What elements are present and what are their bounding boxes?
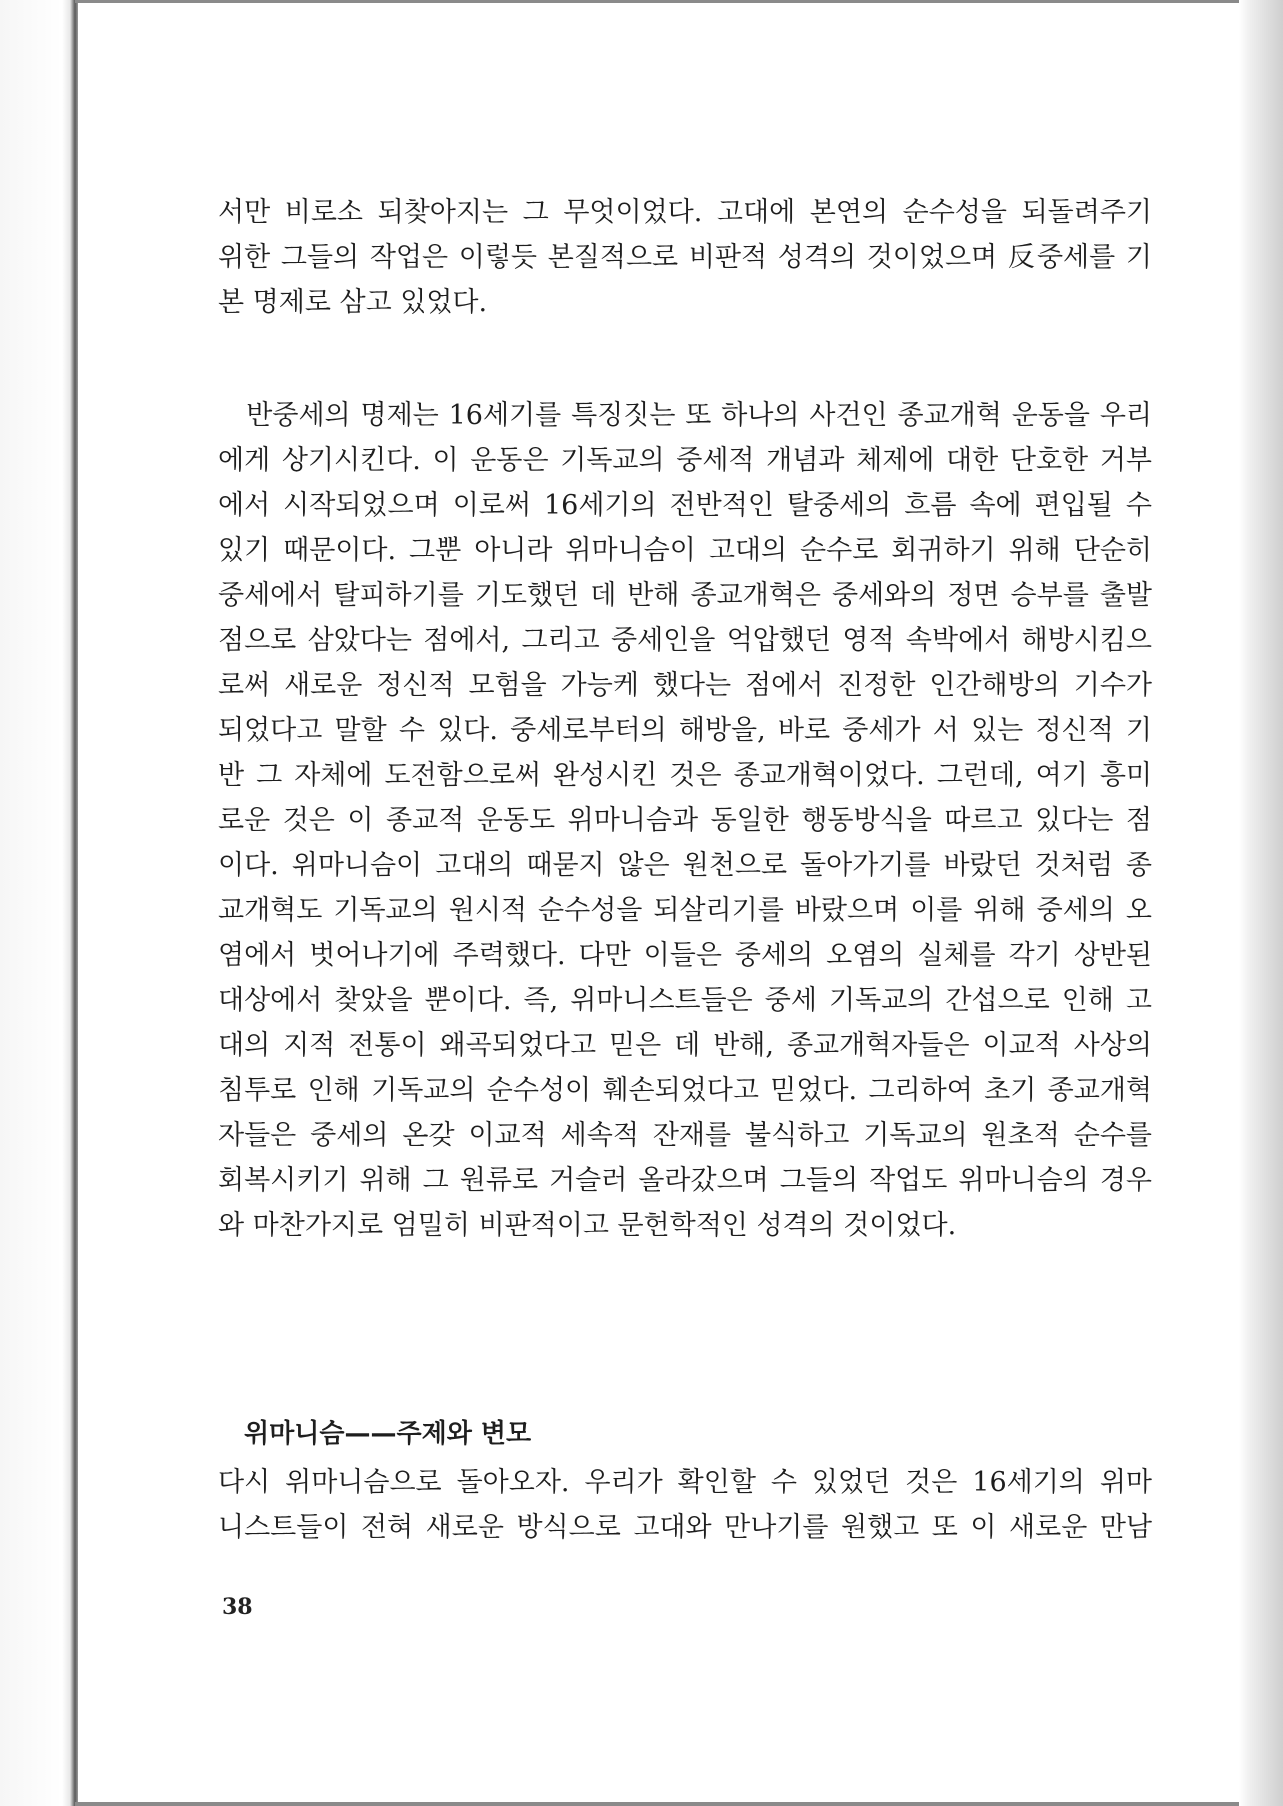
text-line: 니스트들이 전혀 새로운 방식으로 고대와 만나기를 원했고 또 이 새로운 만남 — [218, 1512, 1152, 1543]
page-bottom-edge — [75, 1802, 1283, 1806]
paragraph-2 — [218, 393, 1152, 1248]
text-line: 되었다고 말할 수 있다. 중세로부터의 해방을, 바로 중세가 서 있는 정신적 기 — [218, 715, 1152, 746]
section-heading: 위마니슴——주제와 변모 — [244, 1419, 532, 1449]
text-line: 반 그 자체에 도전함으로써 완성시킨 것은 종교개혁이었다. 그런데, 여기 흥미 — [218, 760, 1152, 791]
paragraph-3 — [218, 1460, 1152, 1550]
text-line: 중세에서 탈피하기를 기도했던 데 반해 종교개혁은 중세와의 정면 승부를 출발 — [218, 580, 1152, 611]
text-line: 염에서 벗어나기에 주력했다. 다만 이들은 중세의 오염의 실체를 각기 상반된 — [218, 940, 1152, 971]
text-line: 에서 시작되었으며 이로써 16세기의 전반적인 탈중세의 흐름 속에 편입될 수 — [218, 490, 1152, 521]
text-line: 위한 그들의 작업은 이렇듯 본질적으로 비판적 성격의 것이었으며 反중세를 기 — [218, 242, 1152, 273]
text-line: 다시 위마니슴으로 돌아오자. 우리가 확인할 수 있었던 것은 16세기의 위마 — [218, 1467, 1152, 1498]
text-line: 대의 지적 전통이 왜곡되었다고 믿은 데 반해, 종교개혁자들은 이교적 사상의 — [218, 1030, 1152, 1061]
text-line: 대상에서 찾았을 뿐이다. 즉, 위마니스트들은 중세 기독교의 간섭으로 인해 고 — [218, 985, 1152, 1016]
text-line: 로써 새로운 정신적 모험을 가능케 했다는 점에서 진정한 인간해방의 기수가 — [218, 670, 1152, 701]
text-line: 점으로 삼았다는 점에서, 그리고 중세인을 억압했던 영적 속박에서 해방시킴으 — [218, 625, 1152, 656]
text-line: 와 마찬가지로 엄밀히 비판적이고 문헌학적인 성격의 것이었다. — [218, 1210, 957, 1241]
text-line: 교개혁도 기독교의 원시적 순수성을 되살리기를 바랐으며 이를 위해 중세의 오 — [218, 895, 1152, 926]
text-line: 이다. 위마니슴이 고대의 때묻지 않은 원천으로 돌아가기를 바랐던 것처럼 종 — [218, 850, 1152, 881]
text-line: 에게 상기시킨다. 이 운동은 기독교의 중세적 개념과 체제에 대한 단호한 거부 — [218, 445, 1152, 476]
text-line: 자들은 중세의 온갖 이교적 세속적 잔재를 불식하고 기독교의 원초적 순수를 — [218, 1120, 1152, 1151]
text-line: 서만 비로소 되찾아지는 그 무엇이었다. 고대에 본연의 순수성을 되돌려주기 — [218, 197, 1152, 228]
text-line: 반중세의 명제는 16세기를 특징짓는 또 하나의 사건인 종교개혁 운동을 우리 — [218, 400, 1152, 431]
page-binding-edge — [0, 0, 78, 1806]
page-right-shadow — [1239, 0, 1283, 1806]
text-line: 침투로 인해 기독교의 순수성이 훼손되었다고 믿었다. 그리하여 초기 종교개혁 — [218, 1075, 1152, 1106]
text-line: 회복시키기 위해 그 원류로 거슬러 올라갔으며 그들의 작업도 위마니슴의 경우 — [218, 1165, 1152, 1196]
text-line: 로운 것은 이 종교적 운동도 위마니슴과 동일한 행동방식을 따르고 있다는 점 — [218, 805, 1152, 836]
text-line: 본 명제로 삼고 있었다. — [218, 287, 488, 318]
paragraph-1 — [218, 190, 1152, 325]
page-number: 38 — [222, 1594, 253, 1620]
page-top-edge — [75, 0, 1283, 3]
text-line: 있기 때문이다. 그뿐 아니라 위마니슴이 고대의 순수로 회귀하기 위해 단순히 — [218, 535, 1152, 566]
